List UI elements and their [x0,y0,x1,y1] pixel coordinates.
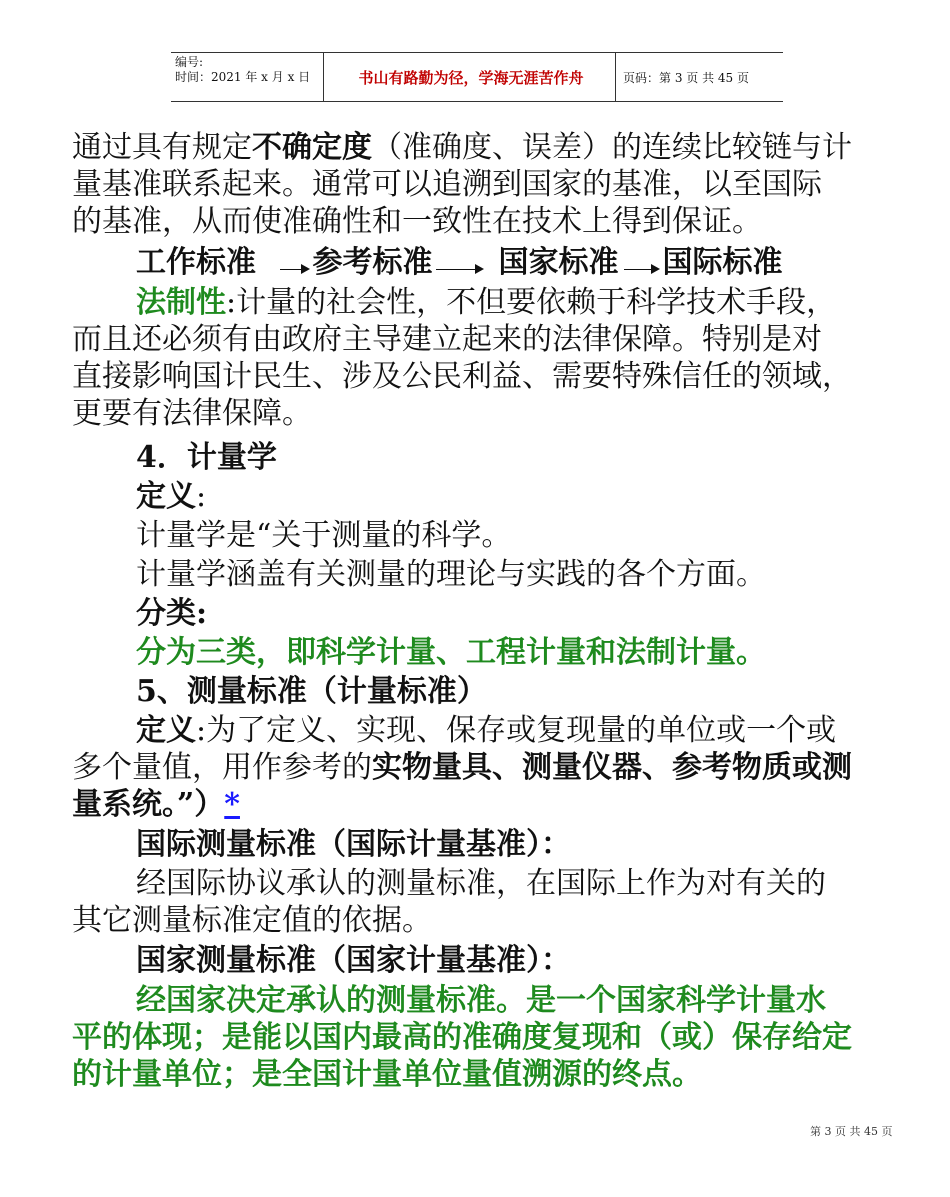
chain-international-standard: 国际标准 [662,245,783,280]
paragraph-line: 的计量单位；是全国计量单位量值溯源的终点。 [72,1057,702,1092]
paragraph-line: 通过具有规定不确定度（准确度、误差）的连续比较链与计 [72,130,852,165]
paragraph-line: 定义:为了定义、实现、保存或复现量的单位或一个或 [136,713,837,748]
paragraph-line: 量系统。”）* [72,787,240,822]
paragraph-line: 量基准联系起来。通常可以追溯到国家的基准，以至国际 [72,167,822,202]
standards-terms: 实物量具、测量仪器、参考物质或测 [372,750,852,785]
header-divider [323,53,324,101]
page-footer: 第 3 页 共 45 页 [810,1125,893,1138]
paragraph-line: 法制性:计量的社会性，不但要依赖于科学技术手段， [136,285,837,320]
arrow-right-icon [624,257,660,271]
definition-line: 计量学涵盖有关测量的理论与实践的各个方面。 [136,557,766,592]
number-label: 编号: [175,55,204,69]
definition-label: 定义: [136,479,207,514]
paragraph-line: 直接影响国计民生、涉及公民利益、需要特殊信任的领域， [72,359,852,394]
classification-text: 分为三类，即科学计量、工程计量和法制计量。 [136,635,766,670]
standards-chain [136,245,782,281]
national-heading: 国家测量标准（国家计量基准）： [136,943,571,978]
paragraph-line: 更要有法律保障。 [72,396,312,431]
chain-reference-standard: 参考标准 [312,245,433,280]
header-divider [615,53,616,101]
page-header [171,52,783,102]
paragraph-line: 其它测量标准定值的依据。 [72,903,432,938]
paragraph-line: 经国家决定承认的测量标准。是一个国家科学计量水 [136,983,826,1018]
paragraph-line: 经国际协议承认的测量标准，在国际上作为对有关的 [136,866,826,901]
asterisk-link[interactable]: * [224,787,240,822]
section-4-heading: 4．计量学 [136,440,277,475]
paragraph-line: 而且还必须有由政府主导建立起来的法律保障。特别是对 [72,322,822,357]
time-label: 时间：2021 年 x 月 x 日 [175,70,311,84]
header-page-label: 页码：第 3 页 共 45 页 [623,71,749,85]
section-5-heading: 5、测量标准（计量标准） [136,674,487,709]
paragraph-line: 平的体现；是能以国内最高的准确度复现和（或）保存给定 [72,1020,852,1055]
paragraph-line: 的基准，从而使准确性和一致性在技术上得到保证。 [72,204,762,239]
legal-term: 法制性 [136,285,226,320]
chain-work-standard: 工作标准 [136,245,256,280]
paragraph-line: 多个量值，用作参考的实物量具、测量仪器、参考物质或测 [72,750,852,785]
international-heading: 国际测量标准（国际计量基准）： [136,827,571,862]
header-motto: 书山有路勤为径，学海无涯苦作舟 [358,69,584,87]
arrow-right-icon [436,257,484,271]
classification-label: 分类: [136,596,208,631]
chain-national-standard: 国家标准 [498,245,619,280]
arrow-right-icon [280,257,310,271]
header-meta [175,55,310,85]
uncertainty-term: 不确定度 [252,130,372,165]
definition-line: 计量学是“关于测量的科学。 [136,518,512,553]
